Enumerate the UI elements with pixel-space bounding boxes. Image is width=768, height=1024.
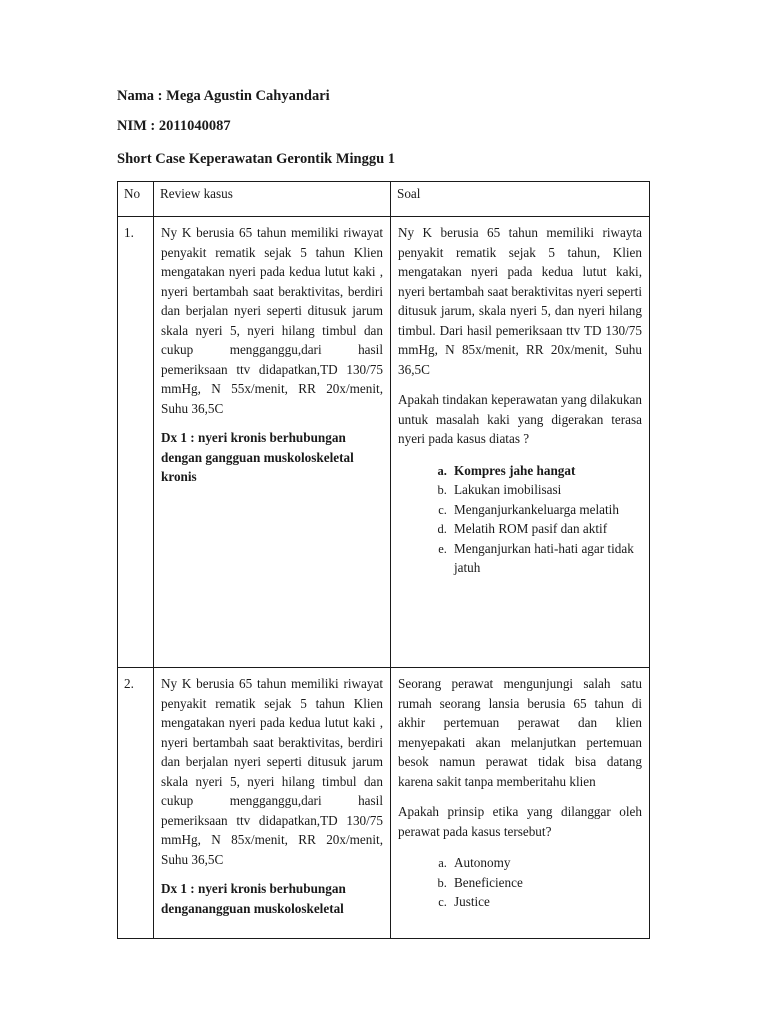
review-cell (154, 668, 391, 939)
answer-options (398, 461, 642, 578)
case-table (117, 181, 650, 939)
answer-option-a: a. Autonomy (450, 853, 642, 873)
table-header-row (118, 182, 650, 217)
diagnosis-text: Dx 1 : nyeri kronis berhubungan denganangguan muskoloskeletal (161, 881, 346, 916)
review-cell (154, 217, 391, 668)
diagnosis-text: Dx 1 : nyeri kronis berhubungan dengan gangguan muskoloskeletal kronis (161, 430, 354, 484)
case-text: Seorang perawat mengunjungi salah satu rumah seorang lansia berusia 65 tahun di akhir pertemuan perawat dan klien menyepakati akan melanjutkan pertemuan besok namun perawat tidak bisa datang karena sakit tanpa memberitahu klien (398, 676, 642, 789)
header-soal: Soal (391, 182, 650, 217)
student-name: Nama : Mega Agustin Cahyandari (117, 88, 330, 104)
student-id: NIM : 2011040087 (117, 118, 231, 134)
answer-option-c: c. Menganjurkankeluarga melatih (450, 500, 642, 520)
header-review: Review kasus (154, 182, 391, 217)
answer-option-b: b. Lakukan imobilisasi (450, 480, 642, 500)
table-row (118, 217, 650, 668)
answer-option-b: b. Beneficience (450, 873, 642, 893)
document-title: Short Case Keperawatan Gerontik Minggu 1 (117, 151, 396, 167)
header-no: No (118, 182, 154, 217)
row-number: 1. (118, 217, 154, 668)
answer-option-c: c. Justice (450, 892, 642, 912)
question-text: Apakah tindakan keperawatan yang dilakukan untuk masalah kaki yang digerakan terasa nyeri pada kasus diatas ? (398, 392, 642, 446)
answer-option-e: e. Menganjurkan hati-hati agar tidak jatuh (450, 539, 642, 578)
question-text: Apakah prinsip etika yang dilanggar oleh perawat pada kasus tersebut? (398, 804, 642, 839)
case-text: Ny K berusia 65 tahun memiliki riwayta penyakit rematik sejak 5 tahun, Klien mengatakan nyeri pada kedua lutut kaki, nyeri bertambah saat beraktivitas nyeri seperti ditusuk jarum, skala nyeri 5, dan nyeri hilang timbul. Dari hasil pemeriksaan ttv TD 130/75 mmHg, N 85x/menit, RR 20x/menit, Suhu 36,5C (398, 225, 642, 377)
soal-cell (391, 668, 650, 939)
review-text: Ny K berusia 65 tahun memiliki riwayat penyakit rematik sejak 5 tahun Klien mengatakan nyeri pada kedua lutut kaki , nyeri bertambah saat beraktivitas, berdiri dan berjalan nyeri seperti ditusuk jarum skala nyeri 5, nyeri hilang timbul dan cukup mengganggu,dari hasil pemeriksaan ttv didapatkan,TD 130/75 mmHg, N 85x/menit, RR 20x/menit, Suhu 36,5C (161, 676, 383, 867)
review-text: Ny K berusia 65 tahun memiliki riwayat penyakit rematik sejak 5 tahun Klien mengatakan nyeri pada kedua lutut kaki , nyeri bertambah saat beraktivitas, berdiri dan berjalan nyeri seperti ditusuk jarum skala nyeri 5, nyeri hilang timbul dan cukup mengganggu,dari hasil pemeriksaan ttv didapatkan,TD 130/75 mmHg, N 55x/menit, RR 20x/menit, Suhu 36,5C (161, 225, 383, 416)
answer-option-a: a. Kompres jahe hangat (450, 461, 642, 481)
answer-option-d: d. Melatih ROM pasif dan aktif (450, 519, 642, 539)
table-row (118, 668, 650, 939)
row-number: 2. (118, 668, 154, 939)
soal-cell (391, 217, 650, 668)
answer-options (398, 853, 642, 912)
